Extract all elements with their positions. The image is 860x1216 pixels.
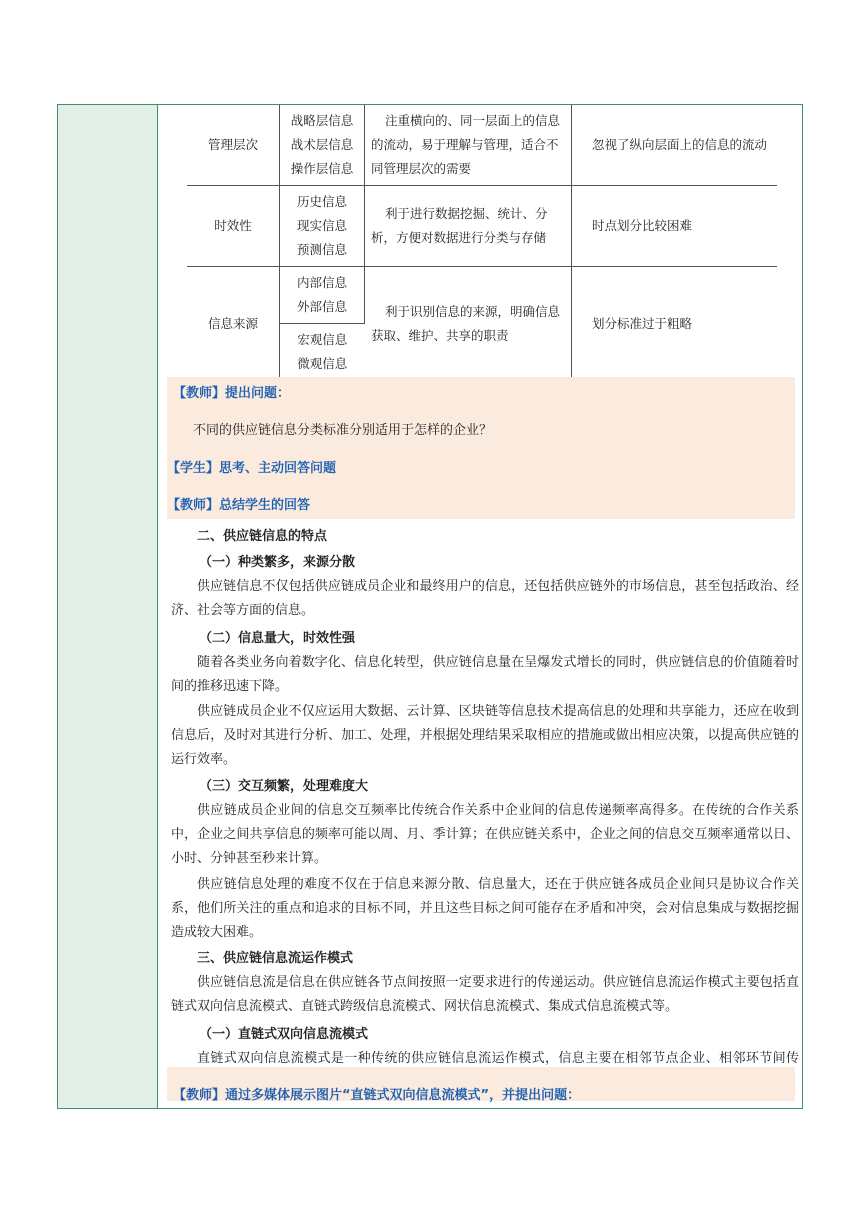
teacher-media-label: 【教师】通过多媒体展示图片“直链式双向信息流模式”，并提出问题： bbox=[173, 1088, 581, 1103]
item-text: 现实信息 bbox=[296, 218, 347, 233]
items-cell bbox=[280, 186, 365, 267]
items-cell bbox=[280, 324, 365, 382]
paragraph: 供应链成员企业不仅应运用大数据、云计算、区块链等信息技术提高信息的处理和共享能力，还应在收到信息后，及时对其进行分析、加工、处理，并根据处理结果采取相应的措施或做出相应决策，以提高供应链的运行效率。 bbox=[171, 704, 799, 767]
disadvantage-cell: 时点划分比较困难 bbox=[572, 186, 778, 267]
student-response-label: 【学生】思考、主动回答问题 bbox=[167, 461, 337, 476]
teacher-question-label: 【教师】提出问题： bbox=[173, 386, 291, 401]
table-row bbox=[187, 267, 777, 324]
lesson-frame bbox=[57, 104, 803, 1109]
paragraph: 供应链成员企业间的信息交互频率比传统合作关系中企业间的信息传递频率高得多。在传统的合作关系中，企业之间共享信息的频率可能以周、月、季计算；在供应链关系中，企业之间的信息交互频率通常以日、小时、分钟甚至秒来计算。 bbox=[171, 803, 799, 866]
left-column bbox=[58, 105, 158, 1108]
subsection-heading: （一）直链式双向信息流模式 bbox=[199, 1027, 369, 1042]
dimension-cell: 管理层次 bbox=[187, 105, 280, 186]
subsection-heading: （三）交互频繁，处理难度大 bbox=[199, 779, 369, 794]
teacher-media-box bbox=[167, 1067, 795, 1101]
item-text: 历史信息 bbox=[296, 194, 347, 209]
disadvantage-cell: 忽视了纵向层面上的信息的流动 bbox=[572, 105, 778, 186]
item-text: 宏观信息 bbox=[297, 332, 348, 347]
dimension-cell: 信息来源 bbox=[187, 267, 280, 382]
item-text: 外部信息 bbox=[296, 299, 347, 314]
content-column bbox=[159, 105, 802, 1108]
teacher-question-text: 不同的供应链信息分类标准分别适用于怎样的企业？ bbox=[193, 423, 493, 438]
classification-table bbox=[187, 105, 777, 382]
item-text: 预测信息 bbox=[296, 242, 347, 257]
subsection-heading: （二）信息量大，时效性强 bbox=[199, 631, 356, 646]
items-cell bbox=[280, 267, 365, 324]
advantage-cell: 利于识别信息的来源，明确信息获取、维护、共享的职责 bbox=[365, 267, 572, 382]
item-text: 微观信息 bbox=[297, 356, 348, 371]
paragraph: 直链式双向信息流模式是一种传统的供应链信息流运作模式，信息主要在相邻节点企业、相邻环节间传 bbox=[197, 1051, 799, 1066]
section-heading: 二、供应链信息的特点 bbox=[197, 529, 328, 544]
table-row bbox=[187, 186, 777, 267]
dimension-cell: 时效性 bbox=[187, 186, 280, 267]
item-text: 战略层信息 bbox=[290, 113, 354, 128]
table-row bbox=[187, 105, 777, 186]
paragraph: 随着各类业务向着数字化、信息化转型，供应链信息量在呈爆发式增长的同时，供应链信息的价值随着时间的推移迅速下降。 bbox=[171, 655, 799, 694]
subsection-heading: （一）种类繁多，来源分散 bbox=[199, 555, 356, 570]
item-text: 战术层信息 bbox=[290, 137, 354, 152]
section-heading: 三、供应链信息流运作模式 bbox=[197, 951, 354, 966]
teacher-discussion-box bbox=[167, 377, 795, 519]
disadvantage-cell: 划分标准过于粗略 bbox=[572, 267, 778, 382]
item-text: 操作层信息 bbox=[290, 161, 354, 176]
teacher-summary-label: 【教师】总结学生的回答 bbox=[167, 498, 311, 513]
items-cell bbox=[280, 105, 365, 186]
paragraph: 供应链信息流是信息在供应链各节点间按照一定要求进行的传递运动。供应链信息流运作模式主要包括直链式双向信息流模式、直链式跨级信息流模式、网状信息流模式、集成式信息流模式等。 bbox=[171, 975, 799, 1014]
advantage-cell: 注重横向的、同一层面上的信息的流动，易于理解与管理，适合不同管理层次的需要 bbox=[365, 105, 572, 186]
advantage-cell: 利于进行数据挖掘、统计、分析，方便对数据进行分类与存储 bbox=[365, 186, 572, 267]
paragraph: 供应链信息不仅包括供应链成员企业和最终用户的信息，还包括供应链外的市场信息，甚至包括政治、经济、社会等方面的信息。 bbox=[171, 579, 799, 618]
paragraph: 供应链信息处理的难度不仅在于信息来源分散、信息量大，还在于供应链各成员企业间只是协议合作关系，他们所关注的重点和追求的目标不同，并且这些目标之间可能存在矛盾和冲突，会对信息集成与数据挖掘造成较大困难。 bbox=[171, 877, 799, 940]
item-text: 内部信息 bbox=[296, 275, 347, 290]
